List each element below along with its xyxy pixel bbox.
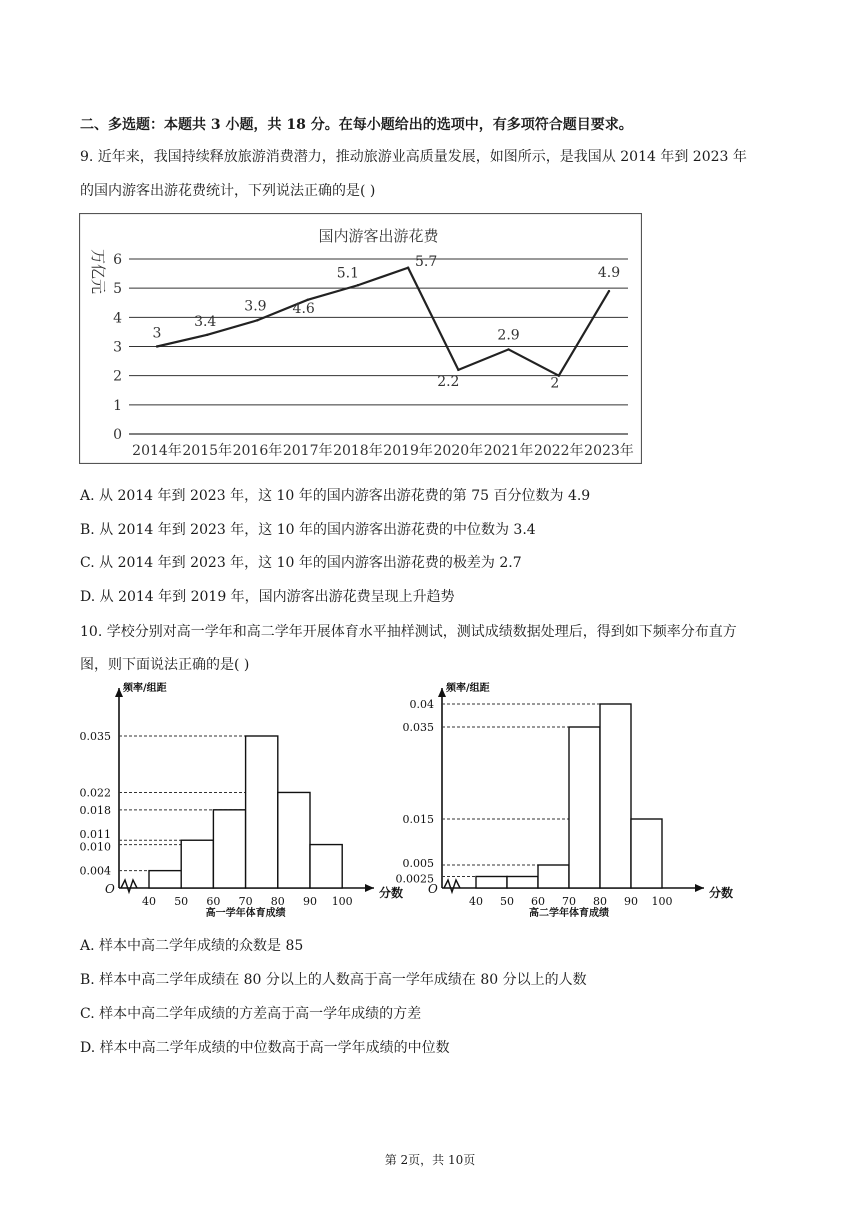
q10-stem-line2: 图，则下面说法正确的是( ) <box>80 657 250 673</box>
data-point <box>608 290 610 292</box>
page-footer: 第 2页，共 10页 <box>384 1153 476 1167</box>
x-tick-label: 2015年 <box>182 443 233 459</box>
histogram-bar <box>149 871 181 888</box>
q10-option-d[interactable]: D. 样本中高二学年成绩的中位数高于高一学年成绩的中位数 <box>80 1040 450 1056</box>
x-tick-label: 2016年 <box>232 443 283 459</box>
histogram-bar <box>538 865 569 888</box>
y-tick-label: 3 <box>113 339 122 356</box>
x-tick-label: 80 <box>593 895 607 908</box>
x-tick-label: 90 <box>624 895 638 908</box>
y-tick-label: 5 <box>113 281 122 298</box>
q9-stem-line1: 9. 近年来，我国持续释放旅游消费潜力，推动旅游业高质量发展，如图所示，是我国从 2014 年到 2023 年 <box>80 149 747 165</box>
tourism-spending-line-chart <box>79 213 642 464</box>
x-tick-label: 2018年 <box>333 443 383 459</box>
y-axis-label: 频率/组距 <box>446 683 490 694</box>
data-label: 4.6 <box>292 300 315 317</box>
y-tick-label: 0.015 <box>402 813 434 826</box>
data-label: 3 <box>152 325 162 342</box>
data-point <box>507 348 509 350</box>
data-point <box>256 319 258 321</box>
q10-stem-line1: 10. 学校分别对高一学年和高二学年开展体育水平抽样测试，测试成绩数据处理后，得到如下频率分布直方 <box>80 624 737 640</box>
histogram-bar <box>310 845 342 888</box>
x-axis-label: 高一学年体育成绩 <box>205 908 286 919</box>
histogram-bar <box>569 727 600 888</box>
y-axis-arrow <box>438 688 446 697</box>
data-label: 4.9 <box>597 265 621 282</box>
origin-label: O <box>105 882 115 896</box>
histogram-bar <box>631 819 662 888</box>
histogram-bar <box>476 877 507 889</box>
grade2-histogram <box>394 680 739 920</box>
q10-option-a[interactable]: A. 样本中高二学年成绩的众数是 85 <box>80 938 304 954</box>
x-tick-label: 100 <box>331 895 353 908</box>
histogram-bar <box>213 810 245 888</box>
chart-title: 国内游客出游花费 <box>318 227 439 245</box>
x-axis-unit: 分数 <box>379 886 404 900</box>
y-tick-label: 0.04 <box>409 698 434 711</box>
x-axis-label: 高二学年体育成绩 <box>529 908 609 919</box>
x-tick-label: 2014年 <box>132 443 182 459</box>
axis-break <box>444 880 460 892</box>
data-label: 2.9 <box>497 327 520 344</box>
x-axis-arrow <box>365 884 374 892</box>
q9-option-a[interactable]: A. 从 2014 年到 2023 年，这 10 年的国内游客出游花费的第 75 百分位数为 4.9 <box>80 488 591 504</box>
y-tick-label: 0.010 <box>79 840 111 854</box>
y-tick-label: 0.035 <box>402 721 434 734</box>
q9-option-d[interactable]: D. 从 2014 年到 2019 年，国内游客出游花费呈现上升趋势 <box>80 589 455 605</box>
section-heading: 二、多选题：本题共 3 小题，共 18 分。在每小题给出的选项中，有多项符合题目要求。 <box>80 117 633 133</box>
x-tick-label: 40 <box>142 895 156 908</box>
histogram-bar <box>600 704 631 888</box>
histogram-bar <box>278 792 310 888</box>
data-point <box>156 345 158 347</box>
x-tick-label: 2019年 <box>383 443 433 459</box>
y-axis-arrow <box>115 688 123 697</box>
axis-break <box>121 880 137 892</box>
data-point <box>357 284 359 286</box>
q10-option-b[interactable]: B. 样本中高二学年成绩在 80 分以上的人数高于高一学年成绩在 80 分以上的人数 <box>80 972 587 988</box>
x-tick-label: 2017年 <box>282 443 333 459</box>
y-tick-label: 4 <box>113 310 122 327</box>
y-axis-label: 频率/组距 <box>123 683 167 694</box>
data-label: 3.4 <box>194 313 217 330</box>
x-tick-label: 40 <box>469 895 483 908</box>
x-tick-label: 2020年 <box>433 443 484 459</box>
data-point <box>206 334 208 336</box>
q10-option-c[interactable]: C. 样本中高二学年成绩的方差高于高一学年成绩的方差 <box>80 1006 422 1022</box>
data-label: 5.7 <box>414 253 438 270</box>
x-tick-label: 90 <box>303 895 317 908</box>
y-tick-label: 2 <box>113 368 122 385</box>
data-label: 3.9 <box>244 298 267 315</box>
grade1-histogram <box>78 680 408 920</box>
x-tick-label: 60 <box>531 895 545 908</box>
data-point <box>407 267 409 269</box>
histogram-bar <box>181 840 213 888</box>
y-tick-label: 6 <box>113 252 122 268</box>
data-label: 5.1 <box>336 265 360 282</box>
x-tick-label: 80 <box>270 895 285 908</box>
y-tick-label: 0.005 <box>402 857 434 870</box>
y-tick-label: 0.0025 <box>395 872 434 886</box>
x-tick-label: 2022年 <box>533 443 584 459</box>
data-label: 2.2 <box>437 373 460 390</box>
x-axis-unit: 分数 <box>709 886 734 900</box>
x-tick-label: 70 <box>562 895 576 908</box>
q9-option-c[interactable]: C. 从 2014 年到 2023 年，这 10 年的国内游客出游花费的极差为 2.7 <box>80 555 522 571</box>
data-point <box>457 369 459 371</box>
x-tick-label: 2023年 <box>584 443 634 459</box>
y-tick-label: 0.035 <box>79 730 111 743</box>
y-tick-label: 0 <box>113 427 122 443</box>
q9-option-b[interactable]: B. 从 2014 年到 2023 年，这 10 年的国内游客出游花费的中位数为 3.4 <box>80 522 536 538</box>
y-tick-label: 0.004 <box>79 864 111 878</box>
data-label: 2 <box>550 375 560 392</box>
x-tick-label: 70 <box>238 895 253 908</box>
x-tick-label: 100 <box>651 895 673 908</box>
y-tick-label: 1 <box>113 397 122 414</box>
x-tick-label: 60 <box>206 895 221 908</box>
x-tick-label: 2021年 <box>483 443 534 459</box>
histogram-bar <box>246 736 278 888</box>
chart-frame <box>80 214 642 464</box>
y-tick-label: 0.011 <box>79 828 111 842</box>
x-axis-arrow <box>695 884 704 892</box>
x-tick-label: 50 <box>174 895 189 908</box>
y-tick-label: 0.018 <box>79 803 111 817</box>
y-tick-label: 0.022 <box>79 786 111 800</box>
y-axis-label: 万亿元 <box>89 249 107 295</box>
origin-label: O <box>428 882 438 896</box>
x-tick-label: 50 <box>500 895 514 908</box>
q9-stem-line2: 的国内游客出游花费统计，下列说法正确的是( ) <box>80 183 376 199</box>
histogram-bar <box>507 877 538 889</box>
